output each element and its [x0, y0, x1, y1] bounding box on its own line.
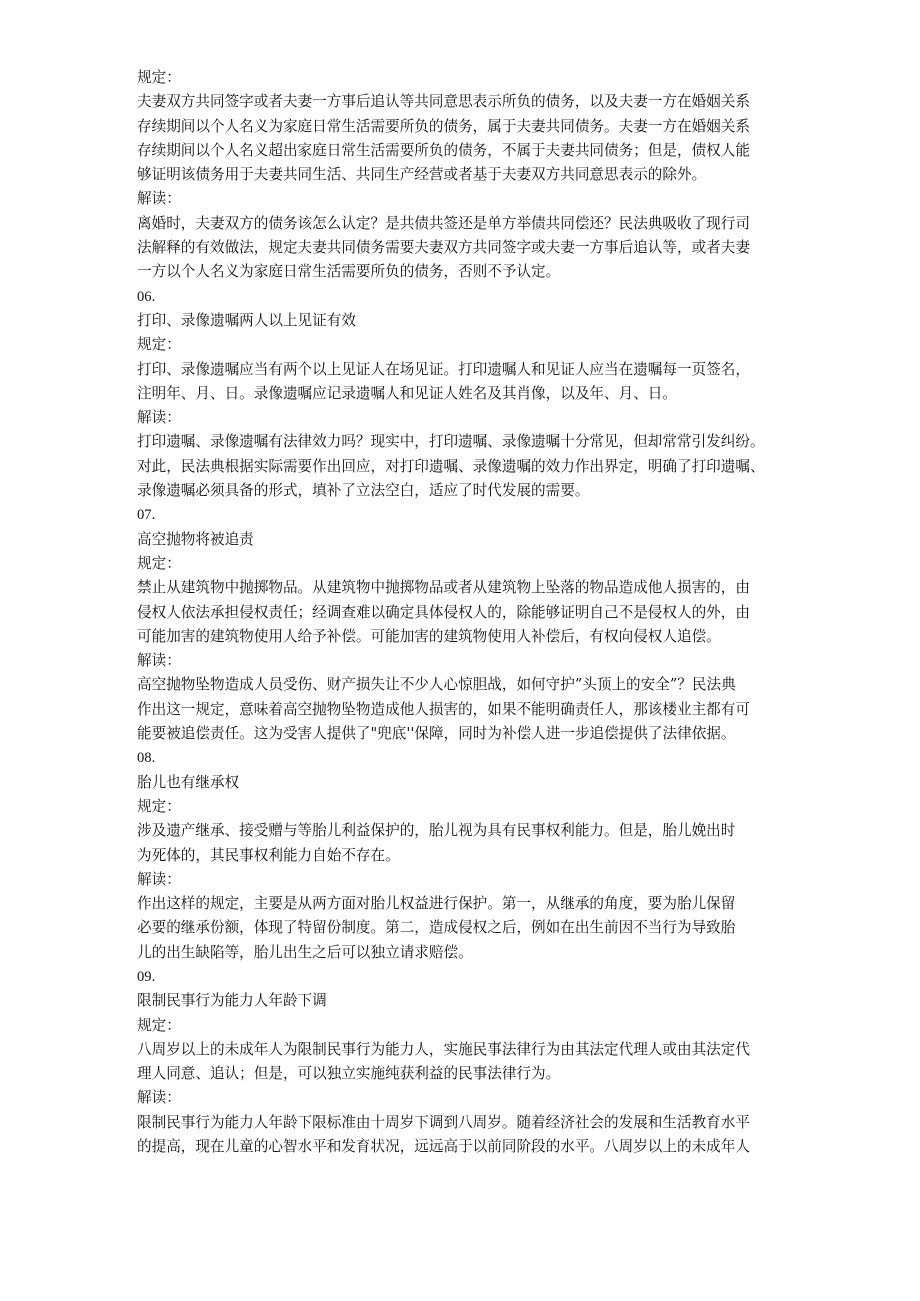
text-line: 涉及遗产继承、接受赠与等胎儿利益保护的，胎儿视为具有民事权利能力。但是，胎儿娩出时	[137, 822, 736, 840]
text-line: 侵权人依法承担侵权责任；经调查难以确定具体侵权人的，除能够证明自己不是侵权人的外，由	[137, 603, 750, 621]
label-interpretation: 解读：	[137, 1089, 181, 1107]
text-line: 法解释的有效做法，规定夫妻共同债务需要夫妻双方共同签字或夫妻一方事后追认等，或者夫妻	[137, 239, 750, 257]
text-line: 可能加害的建筑物使用人给予补偿。可能加害的建筑物使用人补偿后，有权向侵权人追偿。	[137, 627, 721, 645]
label-interpretation: 解读：	[137, 409, 181, 427]
text-line: 存续期间以个人名义超出家庭日常生活需要所负的债务，不属于夫妻共同债务；但是，债权人能	[137, 141, 750, 159]
text-line: 限制民事行为能力人年龄下限标准由十周岁下调到八周岁。随着经济社会的发展和生活教育水平	[137, 1113, 750, 1131]
text-line: 儿的出生缺陷等，胎儿出生之后可以独立请求赔偿。	[137, 943, 473, 961]
section-number: 06.	[137, 288, 156, 305]
text-line: 够证明该债务用于夫妻共同生活、共同生产经营或者基于夫妻双方共同意思表示的除外。	[137, 166, 707, 184]
text-line: 理人同意、追认；但是，可以独立实施纯获利益的民事法律行为。	[137, 1065, 561, 1083]
text-line: 打印、录像遗嘱应当有两个以上见证人在场见证。打印遗嘱人和见证人应当在遗嘱每一页签名，	[137, 360, 750, 378]
section-number: 08.	[137, 750, 156, 767]
section-number: 09.	[137, 968, 156, 985]
text-line: 的提高，现在儿童的心智水平和发育状况，远远高于以前同阶段的水平。八周岁以上的未成年人	[137, 1138, 750, 1156]
text-line: 八周岁以上的未成年人为限制民事行为能力人，实施民事法律行为由其法定代理人或由其法定代	[137, 1040, 750, 1058]
section-number: 07.	[137, 507, 156, 524]
text-line: 离婚时，夫妻双方的债务该怎么认定？是共债共签还是单方举债共同偿还？民法典吸收了现行司	[137, 214, 750, 232]
text-line: 作出这一规定，意味着高空抛物坠物造成他人损害的，如果不能明确责任人，那该楼业主都有可	[137, 700, 750, 718]
text-line: 存续期间以个人名义为家庭日常生活需要所负的债务，属于夫妻共同债务。夫妻一方在婚姻关系	[137, 117, 750, 135]
label-regulation: 规定：	[137, 1016, 181, 1034]
label-interpretation: 解读：	[137, 190, 181, 208]
section-title: 胎儿也有继承权	[137, 773, 240, 791]
label-regulation: 规定：	[137, 797, 181, 815]
label-regulation: 规定：	[137, 69, 181, 86]
document-body	[137, 66, 797, 1159]
text-line: 作出这样的规定，主要是从两方面对胎儿权益进行保护。第一，从继承的角度，要为胎儿保留	[137, 895, 736, 913]
text-line: 录像遗嘱必须具备的形式，填补了立法空白，适应了时代发展的需要。	[137, 482, 590, 500]
text-line: 高空抛物坠物造成人员受伤、财产损失让不少人心惊胆战，如何守护”头顶上的安全”？民法典	[137, 676, 736, 694]
text-line: 注明年、月、日。录像遗嘱应记录遗嘱人和见证人姓名及其肖像，以及年、月、日。	[137, 384, 677, 402]
label-regulation: 规定：	[137, 336, 181, 354]
text-line: 必要的继承份额，体现了特留份制度。第二，造成侵权之后，例如在出生前因不当行为导致胎	[137, 919, 736, 937]
section-title: 高空抛物将被追责	[137, 530, 254, 548]
section-title: 打印、录像遗嘱两人以上见证有效	[137, 311, 356, 329]
text-line: 一方以个人名义为家庭日常生活需要所负的债务，否则不予认定。	[137, 263, 561, 281]
label-regulation: 规定：	[137, 554, 181, 572]
text-line: 禁止从建筑物中抛掷物品。从建筑物中抛掷物品或者从建筑物上坠落的物品造成他人损害的，由	[137, 579, 750, 597]
label-interpretation: 解读：	[137, 652, 181, 670]
text-line: 对此，民法典根据实际需要作出回应，对打印遗嘱、录像遗嘱的效力作出界定，明确了打印遗嘱、	[137, 457, 765, 475]
label-interpretation: 解读：	[137, 870, 181, 888]
text-line: 夫妻双方共同签字或者夫妻一方事后追认等共同意思表示所负的债务，以及夫妻一方在婚姻关系	[137, 93, 750, 111]
text-line: 打印遗嘱、录像遗嘱有法律效力吗？现实中，打印遗嘱、录像遗嘱十分常见，但却常常引发纠纷。	[137, 433, 765, 451]
text-line: 能要被追偿责任。这为受害人提供了"兜底''保障，同时为补偿人进一步追偿提供了法律依据。	[137, 725, 736, 743]
text-line: 为死体的，其民事权利能力自始不存在。	[137, 846, 400, 864]
section-title: 限制民事行为能力人年龄下调	[137, 992, 327, 1010]
